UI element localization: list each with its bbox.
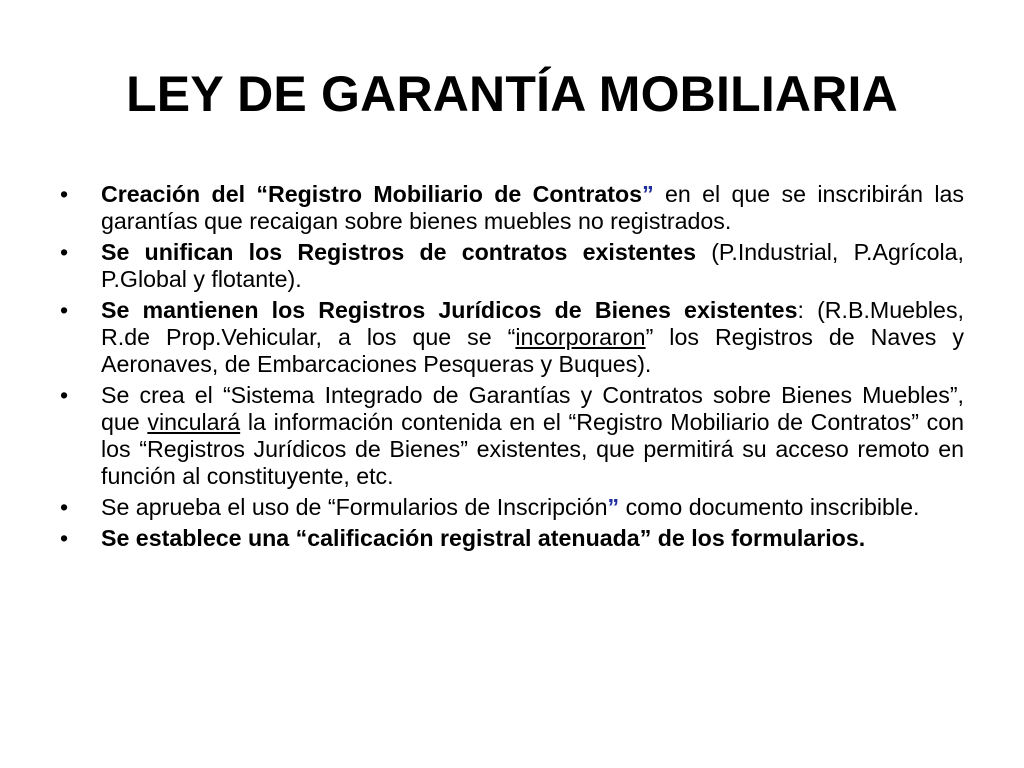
bullet-text: ” los Registros de Naves y Aeronaves, de Embarcaciones Pesqueras y Buques).	[101, 324, 964, 377]
bullet-underlined-text: incorporaron	[515, 324, 646, 350]
bullet-text: Se crea el “Sistema Integrado de Garantías y Contratos sobre Bienes Muebles”, que	[101, 382, 964, 435]
bullet-list	[60, 181, 964, 556]
bullet-item	[60, 494, 964, 521]
bullet-text: Se aprueba el uso de “Formularios de Inscripción	[101, 494, 608, 520]
bullet-icon: •	[60, 494, 69, 520]
bullet-icon: •	[60, 239, 69, 265]
bullet-item	[60, 525, 964, 552]
bullet-bold-text: Se unifican los Registros de contratos existentes	[101, 239, 697, 265]
bullet-icon: •	[60, 297, 69, 323]
bullet-text: como documento inscribible.	[619, 494, 920, 520]
bullet-bold-text: Creación del “Registro Mobiliario de Contratos	[101, 181, 643, 207]
bullet-quote-mark: ”	[607, 494, 620, 520]
bullet-bold-text: Se mantienen los Registros Jurídicos de Bienes existentes	[101, 297, 798, 323]
bullet-item	[60, 382, 964, 490]
bullet-text: (P.Industrial, P.Agrícola, P.Global y flotante).	[101, 239, 964, 292]
slide-title: LEY DE GARANTÍA MOBILIARIA	[126, 66, 898, 122]
bullet-bold-text: Se establece una “calificación registral atenuada” de los formularios.	[101, 525, 866, 551]
bullet-item	[60, 181, 964, 235]
bullet-item	[60, 297, 964, 378]
bullet-text: en el que se inscribirán las garantías que recaigan sobre bienes muebles no registrados.	[101, 181, 965, 234]
bullet-icon: •	[60, 382, 69, 408]
bullet-text: (R.B.Muebles, R.de Prop.Vehicular, a los que se “	[101, 297, 964, 350]
bullet-colon: :	[797, 297, 804, 323]
bullet-quote-mark: ”	[642, 181, 654, 207]
bullet-item	[60, 239, 964, 293]
bullet-underlined-text: vinculará	[147, 409, 241, 435]
bullet-text: la información contenida en el “Registro Mobiliario de Contratos” con los “Registros Jurídicos de Bienes” existentes, que permitirá su acceso remoto en función al constituyente, etc.	[101, 409, 964, 489]
bullet-icon: •	[60, 525, 69, 551]
bullet-icon: •	[60, 181, 69, 207]
